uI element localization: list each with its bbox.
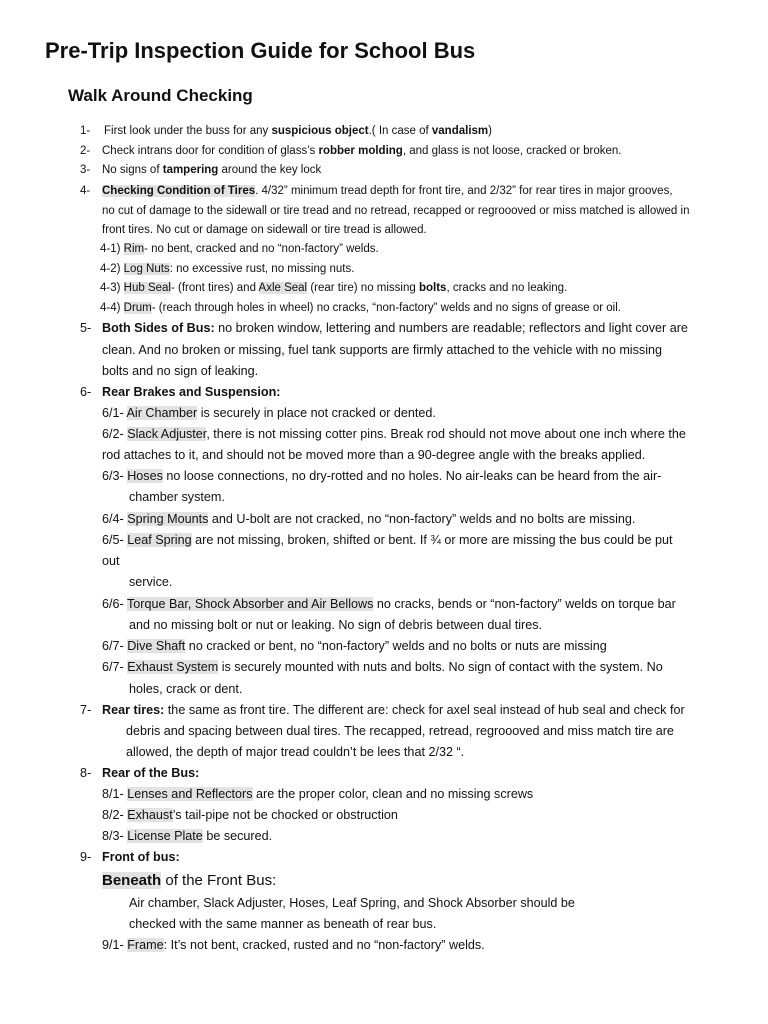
- text-run: be secured.: [202, 829, 273, 843]
- text-run: No signs of: [102, 164, 163, 176]
- text-run: , and glass is not loose, cracked or broken.: [402, 145, 622, 157]
- subitem-6-8-line-2: holes, crack or dent.: [129, 682, 243, 696]
- subitem-number: 6/3-: [102, 469, 128, 483]
- text-run: , there is not missing cotter pins. Break rod should not move about one inch where the: [206, 427, 686, 441]
- text-run: no loose connections, no dry-rotted and no holes. No air-leaks can be heard from the air-: [162, 469, 662, 483]
- item-number: 3-: [80, 164, 91, 176]
- subitem-number: 8/3-: [102, 829, 128, 843]
- bold-text: tampering: [162, 164, 219, 176]
- subitem-8-3: [102, 829, 272, 844]
- item-5-text: [102, 321, 688, 336]
- highlighted-term: Exhaust: [127, 808, 173, 822]
- item-number: 9-: [80, 850, 92, 864]
- item-4-line-2: no cut of damage to the sidewall or tire tread and no retread, recapped or regroooved or miss matched is allowed in: [102, 205, 690, 217]
- item-4-text: [102, 185, 673, 199]
- bold-text: Both Sides of Bus:: [102, 321, 215, 335]
- subitem-number: 9/1-: [102, 938, 128, 952]
- text-run: - no bent, cracked and no “non-factory” welds.: [144, 243, 379, 255]
- text-run: (rear tire) no missing: [307, 282, 419, 294]
- subitem-6-3: [102, 469, 661, 484]
- highlighted-term: Dive Shaft: [127, 639, 186, 653]
- item-9-heading: Front of bus:: [102, 850, 180, 864]
- highlighted-term: Drum: [123, 302, 152, 314]
- subitem-8-2: [102, 808, 398, 823]
- subitem-6-4: [102, 512, 635, 527]
- bold-text: bolts: [418, 282, 447, 294]
- section-heading: Walk Around Checking: [68, 86, 253, 105]
- subitem-6-5-line-3: service.: [129, 575, 173, 589]
- subitem-4-2: [100, 263, 354, 277]
- text-run: no cracks, bends or “non-factory” welds on torque bar: [373, 597, 676, 611]
- text-run: no cracked or bent, no “non-factory” welds and no bolts or nuts are missing: [185, 639, 607, 653]
- highlighted-term: Exhaust System: [127, 660, 219, 674]
- text-run: is securely in place not cracked or dented.: [197, 406, 436, 420]
- item-8-heading: Rear of the Bus:: [102, 766, 200, 780]
- item-7-line-2: debris and spacing between dual tires. The recapped, retread, regroooved and miss match tire are: [126, 724, 674, 738]
- text-run: , cracks and no leaking.: [446, 282, 568, 294]
- item-1-text: [104, 125, 492, 139]
- subitem-6-2-line-2: rod attaches to it, and should not be moved more than a 90-degree angle with the breaks applied.: [102, 448, 646, 462]
- text-run: of the Front Bus:: [161, 872, 277, 889]
- subitem-number: 4-2): [100, 263, 124, 275]
- item-number: 4-: [80, 185, 91, 197]
- text-run: ’s tail-pipe not be chocked or obstruction: [172, 808, 398, 822]
- item-number: 8-: [80, 766, 92, 780]
- subitem-number: 6/1-: [102, 406, 127, 420]
- bold-text: Rear tires:: [102, 703, 165, 717]
- highlighted-term: Checking Condition of Tires: [102, 185, 256, 197]
- item-4-line-3: front tires. No cut or damage on sidewall or tire tread is allowed.: [102, 224, 427, 236]
- text-run: the same as front tire. The different are: check for axel seal instead of hub seal and check for: [164, 703, 685, 717]
- highlighted-term: Hub Seal: [123, 282, 171, 294]
- bold-text: vandalism: [431, 125, 489, 137]
- text-run: Check intrans door for condition of glass’s: [102, 145, 319, 157]
- text-run: are the proper color, clean and no missing screws: [252, 787, 534, 801]
- highlighted-term: License Plate: [127, 829, 203, 843]
- item-number: 7-: [80, 703, 92, 717]
- subitem-number: 4-4): [100, 302, 124, 314]
- text-run: and U-bolt are not cracked, no “non-factory” welds and no bolts are missing.: [208, 512, 636, 526]
- text-run: - (front tires) and: [170, 282, 259, 294]
- beneath-heading: [102, 872, 276, 890]
- highlighted-term: Beneath: [102, 872, 162, 889]
- subitem-8-1: [102, 787, 533, 802]
- subitem-number: 6/2-: [102, 427, 128, 441]
- subitem-6-6-line-2: and no missing bolt or nut or leaking. No sign of debris between dual tires.: [129, 618, 543, 632]
- subitem-number: 6/7-: [102, 639, 128, 653]
- text-run: - (reach through holes in wheel) no cracks, “non-factory” welds and no signs of grease or oil.: [151, 302, 621, 314]
- subitem-number: 8/1-: [102, 787, 128, 801]
- subitem-6-7: [102, 639, 607, 654]
- item-3-text: [102, 164, 321, 178]
- beneath-line-1: Air chamber, Slack Adjuster, Hoses, Leaf Spring, and Shock Absorber should be: [129, 896, 575, 910]
- highlighted-term: Hoses: [127, 469, 163, 483]
- text-run: are not missing, broken, shifted or bent. If ¾ or more are missing the bus could be put: [191, 533, 673, 547]
- subitem-number: 6/4-: [102, 512, 128, 526]
- item-6-heading: Rear Brakes and Suspension:: [102, 385, 281, 399]
- bold-text: suspicious object: [271, 125, 369, 137]
- subitem-6-3-line-2: chamber system.: [129, 490, 225, 504]
- highlighted-term: Torque Bar, Shock Absorber and Air Bellows: [126, 597, 374, 611]
- subitem-4-4: [100, 302, 621, 316]
- text-run: no broken window, lettering and numbers are readable; reflectors and light cover are: [214, 321, 688, 335]
- subitem-number: 4-3): [100, 282, 124, 294]
- subitem-number: 6/7-: [102, 660, 128, 674]
- subitem-6-1: [102, 406, 436, 421]
- item-5-line-2: clean. And no broken or missing, fuel tank supports are firmly attached to the vehicle with no missing: [102, 343, 663, 357]
- subitem-number: 4-1): [100, 243, 124, 255]
- subitem-number: 8/2-: [102, 808, 128, 822]
- text-run: . 4/32” minimum tread depth for front tire, and 2/32” for rear tires in major grooves,: [255, 185, 673, 197]
- subitem-6-8: [102, 660, 663, 675]
- highlighted-term: Leaf Spring: [127, 533, 192, 547]
- item-number: 6-: [80, 385, 92, 399]
- subitem-6-5-line-2: out: [102, 554, 120, 568]
- subitem-4-3: [100, 282, 567, 296]
- subitem-4-1: [100, 243, 379, 257]
- item-7-line-3: allowed, the depth of major tread couldn’t be lees that 2/32 “.: [126, 745, 465, 759]
- subitem-9-1: [102, 938, 485, 953]
- text-run: : no excessive rust, no missing nuts.: [169, 263, 355, 275]
- text-run: : It’s not bent, cracked, rusted and no “non-factory” welds.: [163, 938, 485, 952]
- highlighted-term: Slack Adjuster: [127, 427, 207, 441]
- text-run: ): [488, 125, 492, 137]
- subitem-6-2: [102, 427, 686, 442]
- highlighted-term: Frame: [127, 938, 164, 952]
- text-run: First look under the buss for any: [104, 125, 272, 137]
- page-title: Pre-Trip Inspection Guide for School Bus: [45, 38, 476, 63]
- highlighted-term: Axle Seal: [258, 282, 308, 294]
- item-5-line-3: bolts and no sign of leaking.: [102, 364, 259, 378]
- text-run: .( In case of: [368, 125, 432, 137]
- subitem-number: 6/6-: [102, 597, 127, 611]
- highlighted-term: Lenses and Reflectors: [127, 787, 253, 801]
- item-number: 1-: [80, 125, 91, 137]
- text-run: around the key lock: [218, 164, 322, 176]
- bold-text: robber molding: [318, 145, 403, 157]
- subitem-6-5: [102, 533, 673, 548]
- text-run: is securely mounted with nuts and bolts. No sign of contact with the system. No: [218, 660, 663, 674]
- highlighted-term: Spring Mounts: [127, 512, 209, 526]
- beneath-line-2: checked with the same manner as beneath of rear bus.: [129, 917, 437, 931]
- subitem-number: 6/5-: [102, 533, 128, 547]
- item-number: 5-: [80, 321, 92, 335]
- highlighted-term: Rim: [123, 243, 145, 255]
- subitem-6-6: [102, 597, 676, 612]
- highlighted-term: Log Nuts: [123, 263, 170, 275]
- item-7-text: [102, 703, 685, 718]
- item-2-text: [102, 145, 621, 159]
- item-number: 2-: [80, 145, 91, 157]
- highlighted-term: Air Chamber: [126, 406, 198, 420]
